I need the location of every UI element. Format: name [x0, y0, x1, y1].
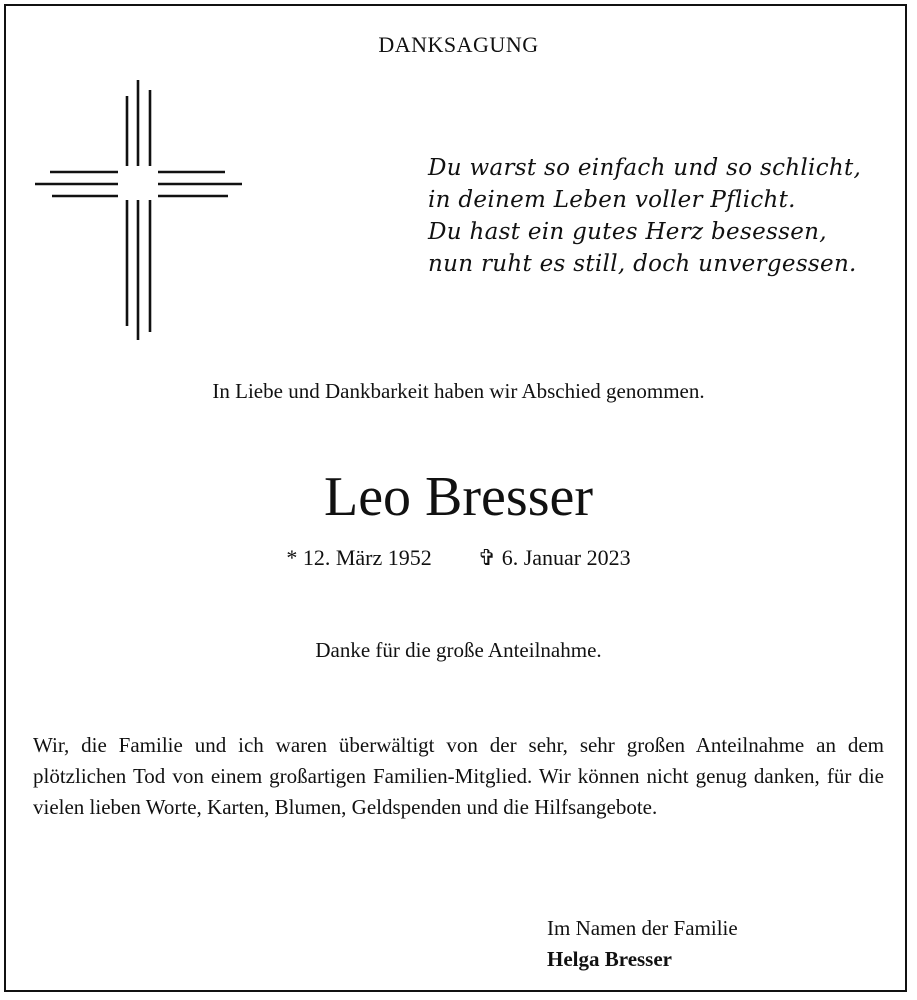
- thanks-body: Wir, die Familie und ich waren überwältigt von der sehr, sehr großen Anteilnahme an dem plötzlichen Tod von einem großartigen Familien-Mitglied. Wir können nicht genug danken, für die vielen lieben Worte, Karten, Blumen, Geldspenden und die Hilfsangebote.: [33, 733, 884, 819]
- deceased-name: Leo Bresser: [323, 466, 593, 528]
- life-dates: [0, 545, 917, 571]
- signer-name: Helga Bresser: [547, 947, 672, 971]
- death-date: ✞ 6. Januar 2023: [477, 545, 631, 570]
- poem: [428, 152, 861, 280]
- intro-text: In Liebe und Dankbarkeit haben wir Abschied genommen.: [212, 379, 705, 403]
- birth-date: * 12. März 1952: [286, 545, 432, 570]
- poem-line: in deinem Leben voller Pflicht.: [428, 187, 796, 213]
- thanks-line: Danke für die große Anteilnahme.: [315, 638, 602, 662]
- poem-line: Du hast ein gutes Herz besessen,: [428, 219, 827, 245]
- poem-line: Du warst so einfach und so schlicht,: [428, 155, 862, 181]
- cross-icon: [30, 78, 245, 343]
- poem-line: nun ruht es still, doch unvergessen.: [428, 251, 857, 277]
- notice-heading: DANKSAGUNG: [378, 32, 539, 57]
- signature-block: [547, 913, 738, 975]
- signature-line: Im Namen der Familie: [547, 916, 738, 940]
